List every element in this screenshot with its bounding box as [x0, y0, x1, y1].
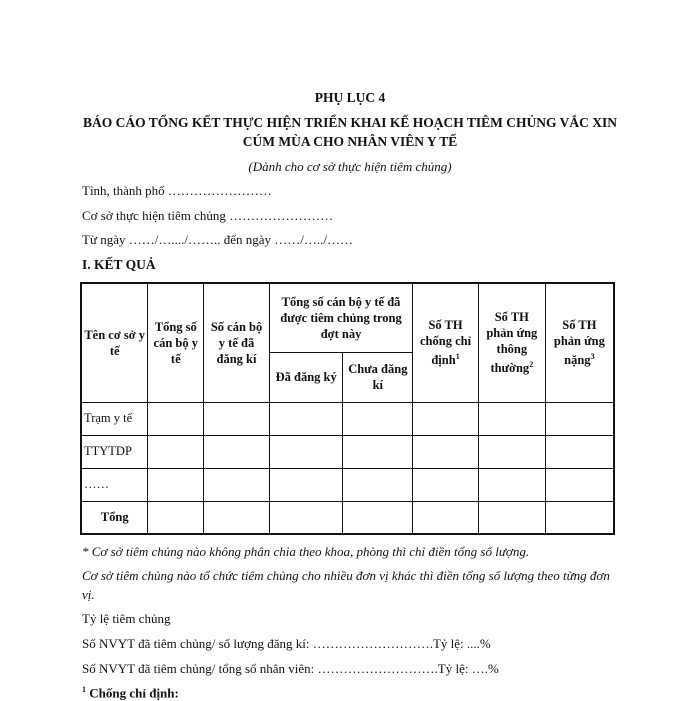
row-label: ……: [81, 468, 148, 501]
header-registered-staff: Số cán bộ y tế đã đăng kí: [204, 283, 270, 402]
table-cell: [148, 468, 204, 501]
table-cell: [269, 435, 343, 468]
facility-field: Cơ sở thực hiện tiêm chủng ……………………: [82, 208, 334, 223]
report-title-line1: BÁO CÁO TỔNG KẾT THỰC HIỆN TRIỂN KHAI KẾ HOẠCH TIÊM CHỦNG VẮC XIN: [83, 115, 617, 130]
table-cell: [204, 402, 270, 435]
table-cell: [545, 468, 614, 501]
header-facility-name: Tên cơ sở y tế: [81, 283, 148, 402]
table-row: [81, 402, 614, 435]
note-1: * Cơ sở tiêm chủng nào không phân chia theo khoa, phòng thì chỉ điền tổng số lượng.: [82, 544, 530, 559]
rates-heading: Tỷ lệ tiêm chủng: [82, 611, 171, 626]
appendix-label: PHỤ LỤC 4: [314, 90, 386, 105]
table-cell: [148, 501, 204, 534]
table-cell: [269, 468, 343, 501]
table-cell: [204, 468, 270, 501]
table-row-total: [81, 501, 614, 534]
table-cell: [204, 435, 270, 468]
table-cell: [478, 402, 545, 435]
header-vaccinated-unregistered: Chưa đăng kí: [343, 352, 413, 402]
date-range-field: Từ ngày ……/…..../…….. đến ngày ……/…../……: [82, 232, 353, 247]
table-cell: [545, 402, 614, 435]
table-cell: [545, 435, 614, 468]
header-total-staff: Tổng số cán bộ y tế: [148, 283, 204, 402]
table-cell: [148, 435, 204, 468]
table-cell: [478, 501, 545, 534]
rate-registered: Số NVYT đã tiêm chủng/ số lượng đăng kí: ……………………….Tỷ lệ: ....%: [82, 636, 491, 651]
table-cell: [343, 501, 413, 534]
table-cell: [269, 501, 343, 534]
header-vaccinated-group: Tổng số cán bộ y tế đã được tiêm chủng trong đợt này: [269, 283, 412, 352]
province-field: Tỉnh, thành phố ……………………: [82, 183, 272, 198]
header-contraindicated: Số TH chống chỉ định$^1$: [413, 283, 479, 402]
table-cell: [343, 402, 413, 435]
table-row: [81, 435, 614, 468]
table-cell: [148, 402, 204, 435]
header-severe-reaction: Số TH phản ứng nặng$^3$: [545, 283, 614, 402]
section-title: I. KẾT QUẢ: [82, 257, 156, 272]
table-cell: [343, 435, 413, 468]
rate-total-staff: Số NVYT đã tiêm chủng/ tổng số nhân viên: ……………………….Tỷ lệ: ….%: [82, 661, 499, 676]
table-cell: [478, 435, 545, 468]
table-cell: [413, 468, 479, 501]
header-vaccinated-registered: Đã đăng ký: [269, 352, 343, 402]
table-cell: [545, 501, 614, 534]
table-cell: [343, 468, 413, 501]
row-label: TTYTDP: [81, 435, 148, 468]
row-label: Trạm y tế: [81, 402, 148, 435]
table-cell: [478, 468, 545, 501]
table-cell: [413, 501, 479, 534]
results-table: [80, 282, 615, 535]
header-common-reaction: Số TH phản ứng thông thường$^2$: [478, 283, 545, 402]
table-cell: [413, 402, 479, 435]
table-cell: [413, 435, 479, 468]
table-row: [81, 468, 614, 501]
total-label: Tổng: [81, 501, 148, 534]
table-cell: [204, 501, 270, 534]
note-2: Cơ sở tiêm chủng nào tổ chức tiêm chủng cho nhiều đơn vị khác thì điền tổng số lượng theo từng đơn vị.: [82, 568, 610, 602]
footnote-contraindication: $^1$ Chống chỉ định:: [82, 685, 179, 701]
report-title-line2: CÚM MÙA CHO NHÂN VIÊN Y TẾ: [242, 134, 458, 149]
table-cell: [269, 402, 343, 435]
report-subtitle: (Dành cho cơ sở thực hiện tiêm chủng): [248, 159, 452, 174]
